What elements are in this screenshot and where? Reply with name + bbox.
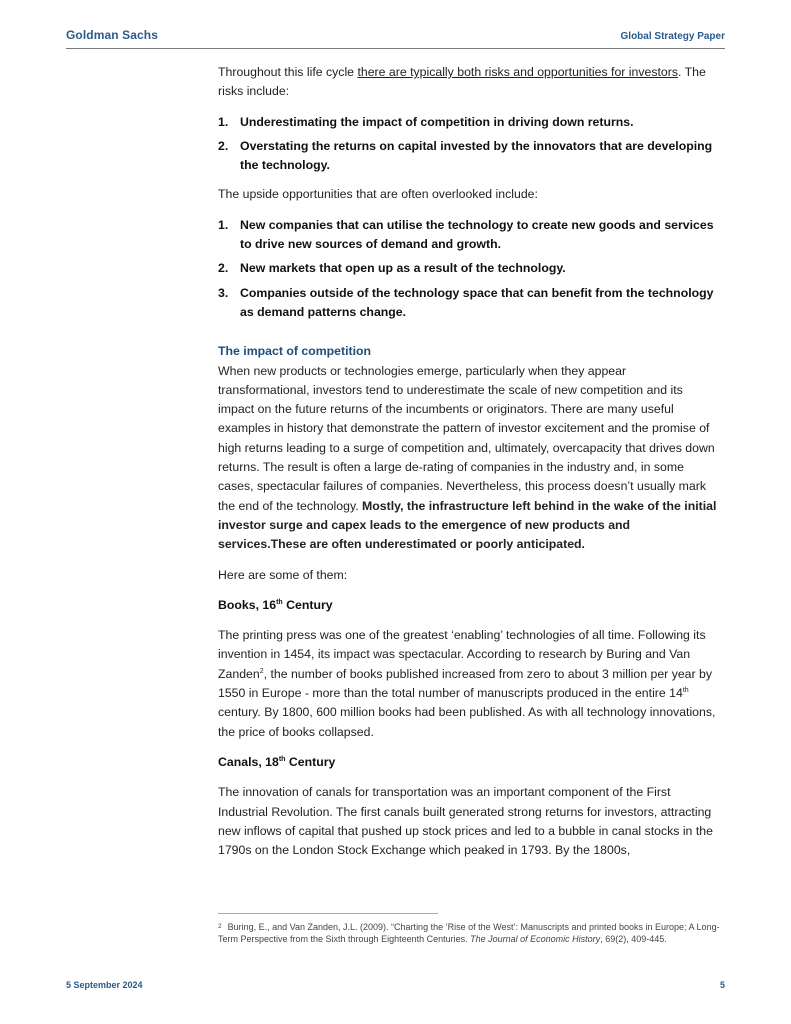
competition-paragraph: When new products or technologies emerge, particularly when they appear transformational, investors tend to underestimate the scale of new competition and its impact on the future returns of the incumbents or originators. There are many useful examples in history that demonstrate the pattern of investor excitement and the promise of high returns leading to a surge of competition and, ultimately, overcapacity that drives down returns. The result is often a large de-rating of companies in the industry and, in some cases, spectacular failures of companies. Nevertheless, this process doesn’t usually mark the end of the technology. Mostly, the infrastructure left behind in the wake of the initial investor surge and capex leads to the emergence of new products and services.These are often underestimated or poorly anticipated. — [218, 363, 717, 552]
books-paragraph: The printing press was one of the greatest ‘enabling’ technologies of all time. Following its invention in 1454, its impact was spectacular. According to research by Buring and Van Zanden$^2$, the number of books published increased from zero to about 3 million per year by 1550 in Europe - more than the total number of manuscripts produced in the entire 14th century. By 1800, 600 million books had been published. As with all technology innovations, the price of books collapsed. — [218, 628, 716, 739]
header-divider — [66, 48, 725, 49]
canals-paragraph: The innovation of canals for transportation was an important component of the First Industrial Revolution. The first canals built generated strong returns for investors, attracting new inflows of capital that pushed up stock prices and led to a bubble in canal stocks in the 1790s on the London Stock Exchange which peaked in 1793. By the 1800s, — [218, 785, 713, 858]
section-heading: The impact of competition — [218, 344, 372, 359]
list-item: 1. New companies that can utilise the technology to create new goods and services to drive new sources of demand and growth. — [218, 217, 714, 252]
competition-bold-text: Mostly, the infrastructure left behind in the wake of the initial investor surge and capex leads to the emergence of new products and services.These are often underestimated or poorly anticipated. — [218, 498, 717, 552]
brand-name: Goldman Sachs — [66, 28, 158, 42]
list-item: 3. Companies outside of the technology space that can benefit from the technology as demand patterns change. — [218, 285, 714, 319]
upside-intro: The upside opportunities that are often overlooked include: — [218, 187, 538, 202]
main-content — [218, 63, 720, 871]
paper-type: Global Strategy Paper — [620, 31, 725, 42]
list-item: 2. New markets that open up as a result of the technology. — [218, 261, 566, 276]
footnote: $^2$ Buring, E., and Van Zanden, J.L. (2009). “Charting the ‘Rise of the West’: Manuscripts and printed books in Europe; A Long-Term Perspective from the Sixth through Eighteenth Centuries. The Journal of Economic History, 69(2), 409-445. — [218, 922, 720, 944]
list-item: 2. Overstating the returns on capital invested by the innovators that are developing the technology. — [218, 138, 713, 173]
opportunities-list — [218, 216, 720, 322]
footnote-reference[interactable]: 2 — [259, 667, 264, 675]
here-are-text: Here are some of them: — [218, 567, 348, 582]
risks-list — [218, 113, 720, 176]
journal-title: The Journal of Economic History — [470, 934, 601, 944]
page-number: 5 — [719, 980, 725, 990]
books-heading: Books, 16th Century — [218, 597, 333, 612]
intro-underlined-text: there are typically both risks and opportunities for investors — [357, 65, 678, 79]
list-item: 1. Underestimating the impact of competition in driving down returns. — [218, 114, 634, 129]
footer-date: 5 September 2024 — [66, 980, 143, 990]
footnote-marker: 2 — [218, 923, 222, 930]
intro-paragraph: Throughout this life cycle there are typically both risks and opportunities for investors. The risks include: — [218, 65, 706, 99]
footnote-divider — [218, 913, 438, 914]
canals-heading: Canals, 18th Century — [218, 754, 336, 769]
